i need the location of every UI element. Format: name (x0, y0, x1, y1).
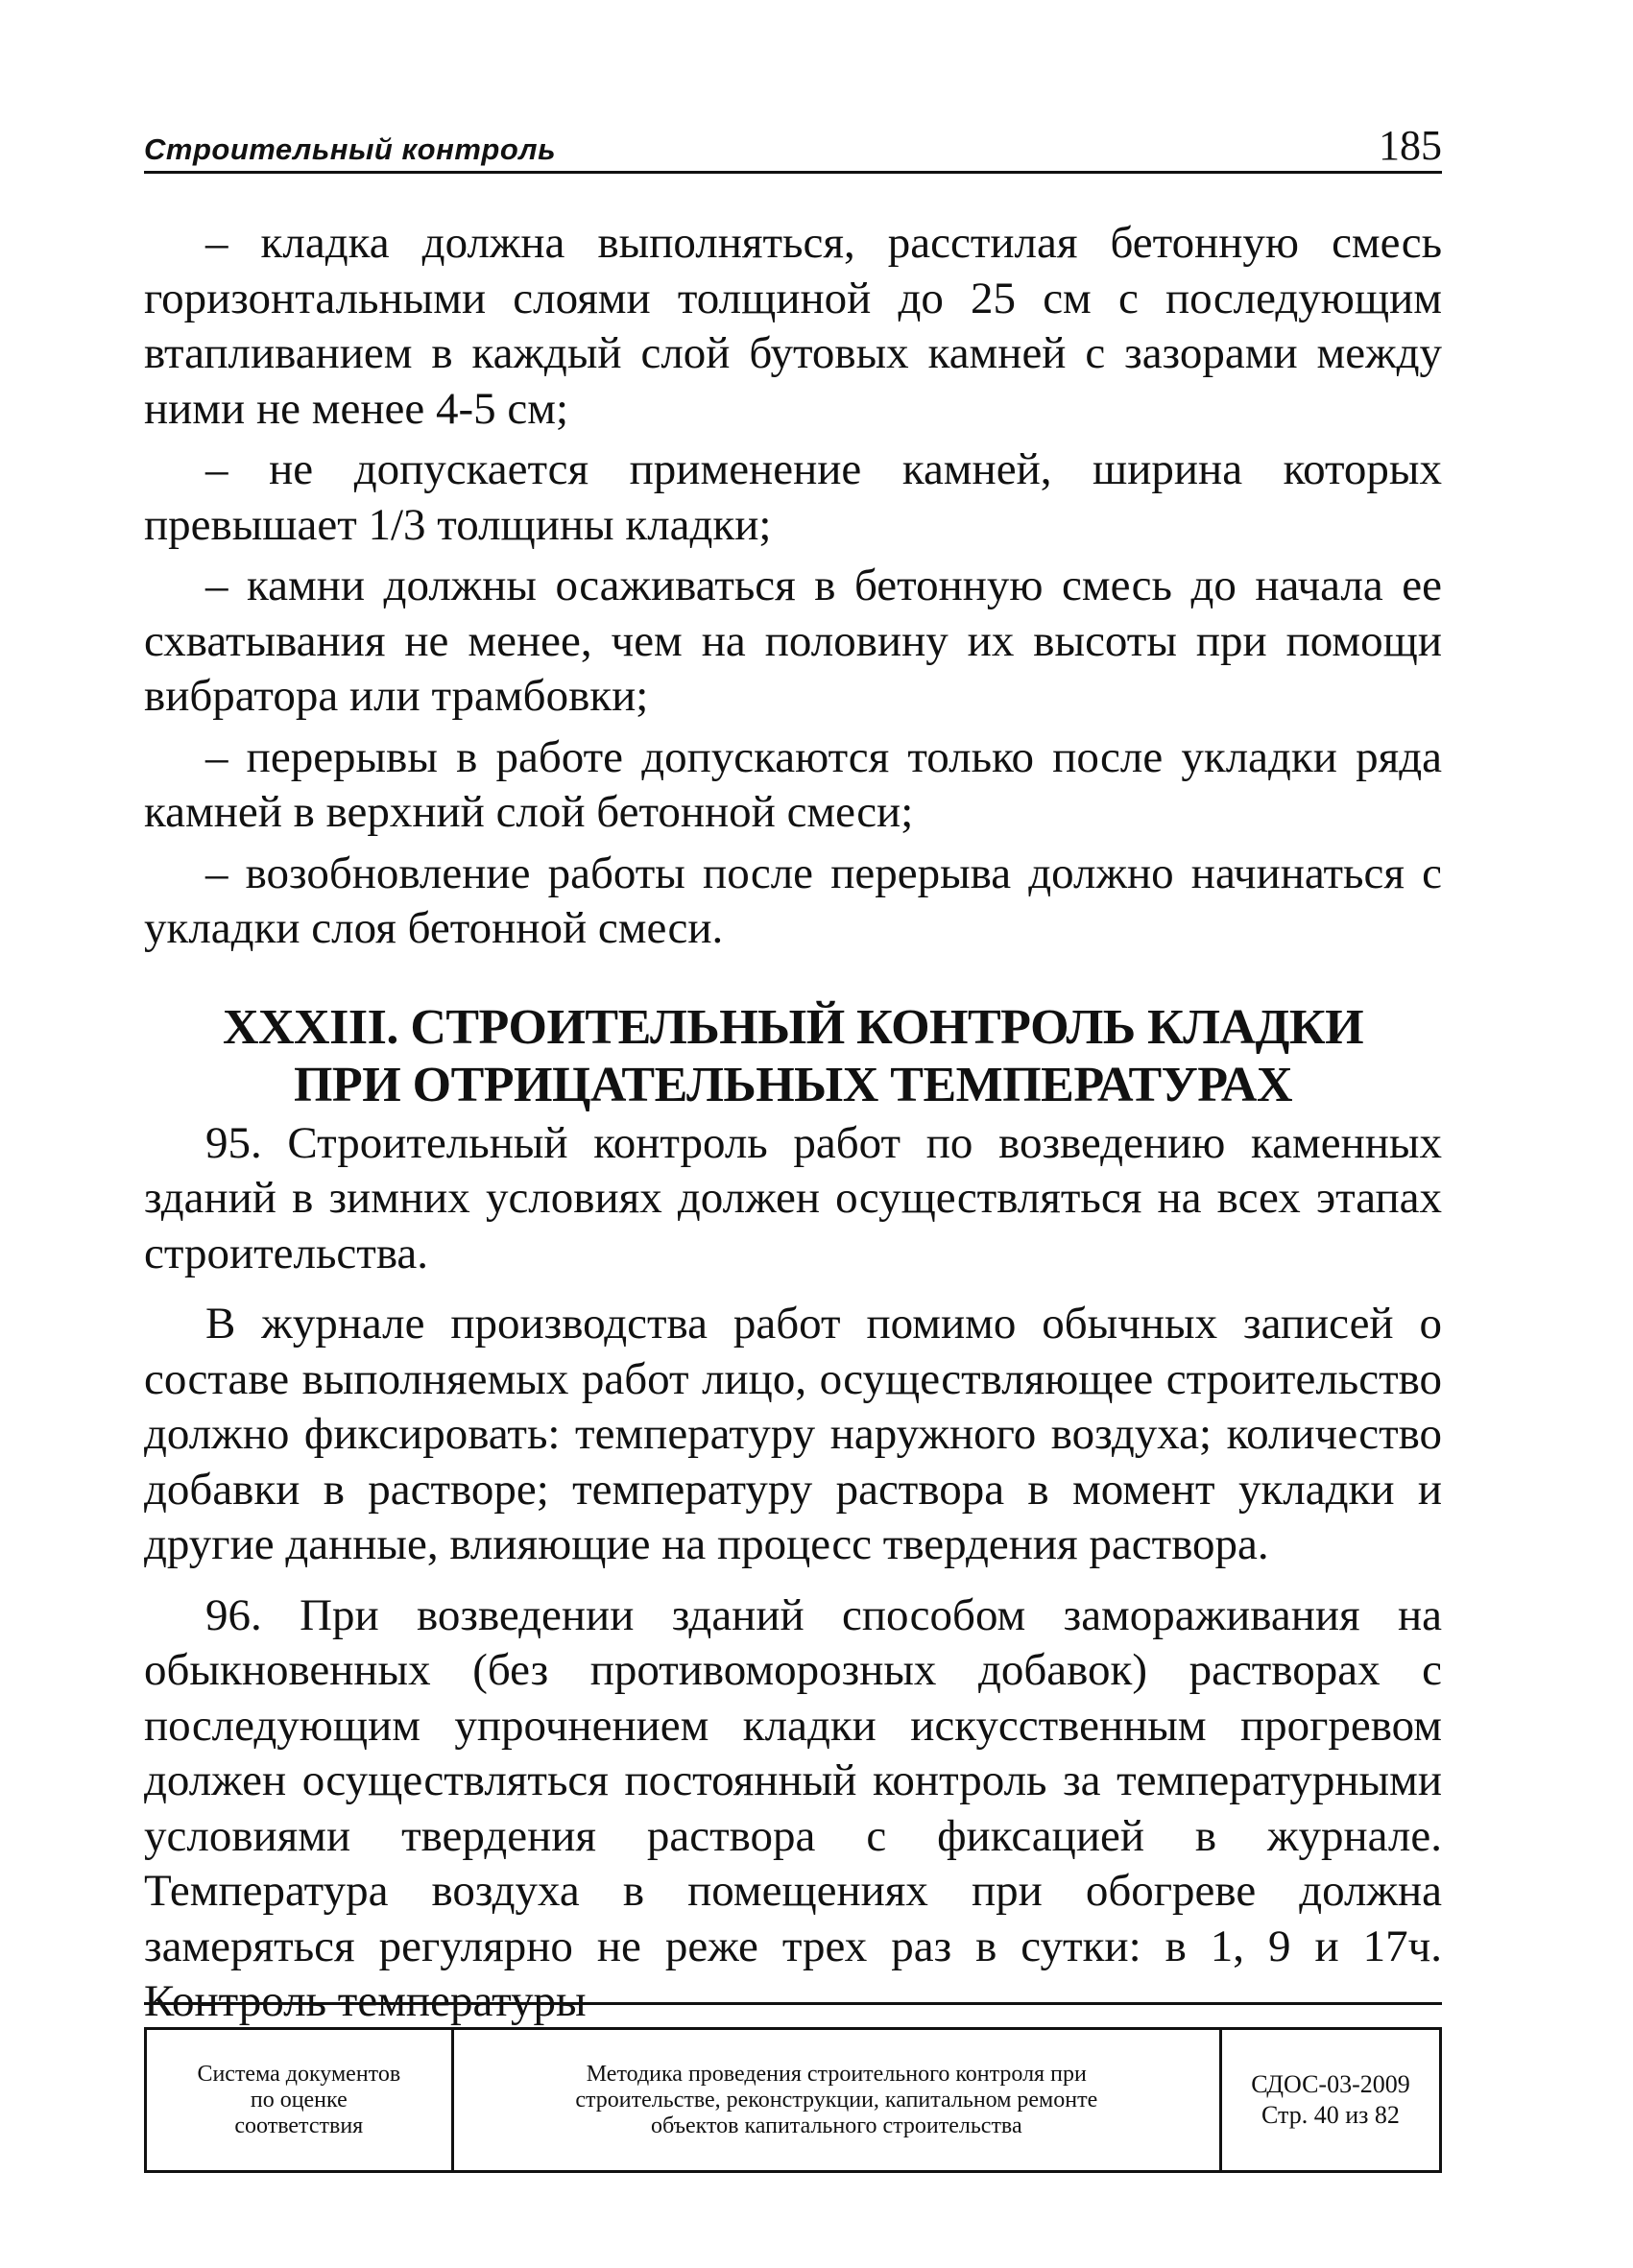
footer-method-cell (451, 2030, 1219, 2170)
page-number: 185 (1379, 122, 1442, 169)
paragraph: 95. Строительный контроль работ по возведению каменных зданий в зимних условиях должен осуществляться на всех этапах строительства. (144, 1117, 1442, 1278)
footer-text: по оценке (250, 2087, 348, 2113)
paragraph: 96. При возведении зданий способом замораживания на обыкновенных (без противоморозных добавок) растворах с последующим упрочнением кладки искусственным прогревом должен осуществляться постоянный контроль за температурными условиями твердения раствора с фиксацией в журнале. Температура воздуха в помещениях при обогреве должна замеряться регулярно не реже трех раз в сутки: в 1, 9 и 17ч. Контроль температуры (144, 1589, 1442, 2026)
doc-code: СДОС-03-2009 (1251, 2070, 1410, 2098)
footer-system-cell (147, 2030, 451, 2170)
section-heading (144, 999, 1442, 1114)
footer-text: объектов капитального строительства (650, 2113, 1022, 2138)
footer-text: Методика проведения строительного контроля при (586, 2061, 1087, 2087)
list-item: – возобновление работы после перерыва должно начинаться с укладки слоя бетонной смеси. (144, 848, 1442, 953)
footer-code-cell (1219, 2030, 1439, 2170)
section-heading-line: XXXIII. СТРОИТЕЛЬНЫЙ КОНТРОЛЬ КЛАДКИ (222, 999, 1364, 1055)
bottom-rule (144, 2002, 1442, 2005)
list-item: – перерывы в работе допускаются только после укладки ряда камней в верхний слой бетонной смеси; (144, 731, 1442, 837)
footer-text: соответствия (234, 2113, 364, 2138)
section-heading-line: ПРИ ОТРИЦАТЕЛЬНЫХ ТЕМПЕРАТУРАХ (293, 1057, 1293, 1112)
document-page (144, 106, 1442, 2030)
running-header (144, 106, 1442, 174)
footer-table (144, 2027, 1442, 2173)
list-item: – камни должны осаживаться в бетонную смесь до начала ее схватывания не менее, чем на половину их высоты при помощи вибратора или трамбовки; (144, 561, 1442, 721)
page-counter: Стр. 40 из 82 (1261, 2101, 1400, 2129)
running-title: Строительный контроль (144, 132, 556, 166)
footer-text: Система документов (197, 2061, 401, 2087)
footer-text: строительстве, реконструкции, капитальном ремонте (575, 2087, 1098, 2113)
paragraph: В журнале производства работ помимо обычных записей о составе выполняемых работ лицо, осуществляющее строительство должно фиксировать: температуру наружного воздуха; количество добавки в растворе; температуру раствора в момент укладки и другие данные, влияющие на процесс твердения раствора. (144, 1299, 1442, 1569)
list-item: – кладка должна выполняться, расстилая бетонную смесь горизонтальными слоями толщиной до 25 см с последующим втапливанием в каждый слой бутовых камней с зазорами между ними не менее 4-5 см; (144, 218, 1442, 434)
list-item: – не допускается применение камней, ширина которых превышает 1/3 толщины кладки; (144, 444, 1442, 550)
body-text (144, 216, 1442, 2030)
